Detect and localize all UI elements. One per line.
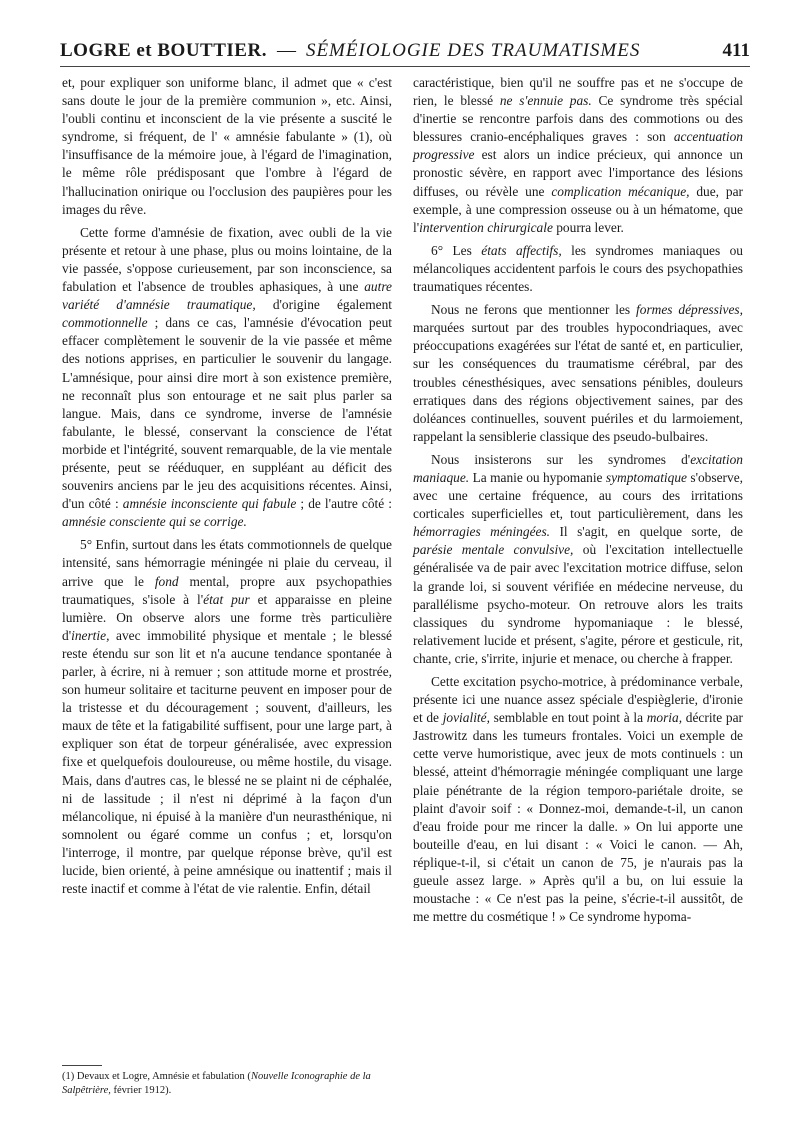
paragraph: Nous insisterons sur les syndromes d'excitation maniaque. La manie ou hypomanie symptomatique s'observe, avec une certaine fréquence, au cours des irritations corticales superficielles et, tout particulièrement, dans les hémorragies méningées. Il s'agit, en quelque sorte, de parésie mentale convulsive, où l'excitation intellectuelle généralisée va de pair avec l'excitation motrice diffuse, selon la grande loi, si souvent vérifiée en médecine nerveuse, du parallélisme psycho-moteur. On retrouve alors les traits classiques du syndrome hypomaniaque : le blessé, relativement lucide et présent, s'agite, pérore et gesticule, rit, chante, crie, s'irrite, injurie et menace, ou cherche à frapper. xyxy=(413,451,744,666)
footnote-rule xyxy=(62,1065,102,1066)
paragraph: Cette forme d'amnésie de fixation, avec oubli de la vie présente et retour à une phase, plus ou moins lointaine, de la vie passée, s'oppose curieusement, par son inconscience, sa fabulation et l'absence de troubles aphasiques, à une autre variété d'amnésie traumatique, d'origine également commotionnelle ; dans ce cas, l'amnésie d'évocation peut effacer complètement le souvenir de la vie passée et même des notions apprises, en particulier le souvenir du langage. L'amnésique, pour ainsi dire mort à son existence première, ne reconnaît plus son entourage et ne sait plus parler sa langue. Mais, dans ce syndrome, inverse de l'amnésie fabulante, le blessé, conservant la conscience de l'état morbide et l'intégrité, souvent remarquable, de la vie mentale présente, peut se rééduquer, en suppléant au déficit des souvenirs anciens par le jeu des acquisitions récentes. Ainsi, d'un côté : amnésie inconsciente qui fabule ; de l'autre côté : amnésie consciente qui se corrige. xyxy=(62,224,392,530)
page-number: 411 xyxy=(722,40,750,61)
header-title: SÉMÉIOLOGIE DES TRAUMATISMES xyxy=(305,40,641,61)
running-header xyxy=(60,36,750,67)
left-column xyxy=(62,74,392,898)
header-left xyxy=(60,40,640,62)
header-authors: LOGRE et BOUTTIER. xyxy=(60,40,267,61)
paragraph: 6° Les états affectifs, les syndromes maniaques ou mélancoliques accidentent parfois le cours des psychopathies traumatiques récentes. xyxy=(413,242,743,295)
right-column xyxy=(413,74,743,926)
footnote: (1) Devaux et Logre, Amnésie et fabulation (Nouvelle Iconographie de la Salpêtrière, février 1912). xyxy=(62,1071,371,1096)
paragraph: Cette excitation psycho-motrice, à prédominance verbale, présente ici une nuance assez spéciale d'espièglerie, d'ironie et de jovialité, semblable en tout point à la moria, décrite par Jastrowitz dans les tumeurs frontales. Voici un exemple de cette verve humoristique, avec jeux de mots continuels : un blessé, atteint d'hémorragie méningée compliquant une large plaie pénétrante de la région temporo-pariétale droite, se plaint d'avoir soif : « Donnez-moi, demande-t-il, un canon d'eau froide pour me rincer la dalle. » On lui apporte une bouteille d'eau, en lui disant : « Voici le canon. — Ah, réplique-t-il, si c'était un canon de 75, je n'aurais pas la gueule assez large. » Après qu'il a bu, on lui essuie la moustache : « Ce n'est pas la peine, s'écrie-t-il aussitôt, de me mettre du cosmétique ! » Ce syndrome hypoma- xyxy=(413,674,744,925)
paragraph: Nous ne ferons que mentionner les formes dépressives, marquées surtout par des troubles hypocondriaques, avec préoccupations exagérées sur l'état de santé et, en particulier, sur les conséquences du traumatisme cérébral, par des troubles cénesthésiques, avec sensations pénibles, douleurs erratiques dans des régions objectivement saines, par des doléances continuelles, souvent puériles et du larmoiement, rappelant la sensiblerie classique des pseudo-bulbaires. xyxy=(413,302,743,444)
header-separator: — xyxy=(276,40,296,61)
paragraph: caractéristique, bien qu'il ne souffre pas et ne s'occupe de rien, le blessé ne s'ennuie pas. Ce syndrome très spécial d'inertie se rencontre parfois dans des commotions ou des blessures cranio-encéphaliques graves : son accentuation progressive est alors un indice précieux, qui annonce un pronostic sévère, en rapport avec l'importance des lésions diffuses, ou révèle une complication mécanique, due, par exemple, à une compression osseuse ou à un hématome, que l'intervention chirurgicale pourra lever. xyxy=(413,75,743,235)
paragraph: 5° Enfin, surtout dans les états commotionnels de quelque intensité, sans hémorragie méningée ni plaie du cerveau, il arrive que le fond mental, propre aux psychopathies traumatiques, s'isole à l'état pur et apparaisse en pleine lumière. On observe alors une forme très particulière d'inertie, avec immobilité physique et mentale ; le blessé reste étendu sur son lit et n'a aucune tendance spontanée à parler, à écrire, ni à remuer ; son attitude morne et prostrée, son humeur solitaire et taciturne peuvent en imposer pour de la tristesse et du découragement ; souvent, d'ailleurs, les maux de tête et la fatigabilité suffisent, pour une large part, à expliquer son état de torpeur généralisée, avec expression fixe et quelquefois douloureuse, ou même hostile, du visage. Mais, dans d'autres cas, le blessé ne se plaint ni de céphalée, ni de lassitude ; il n'est ni déprimé à la façon d'un mélancolique, ni épuisé à la manière d'un neurasthénique, ni somnolent ou égaré comme un confus ; et, lorsqu'on l'interroge, il montre, par quelque réponse brève, qu'il est lucide, bien orienté, à peine amnésique ou inattentif ; mais il reste inactif et comme à l'état de vie ralentie. Enfin, détail xyxy=(62,537,393,897)
paragraph: et, pour expliquer son uniforme blanc, il admet que « c'est sans doute le jour de la première communion », etc. Ainsi, l'oubli continu et inconscient de la vie présente a suscité le syndrome, si fréquent, de l' « amnésie fabulante » (1), où l'insuffisance de la mémoire joue, à l'égard de l'imagination, le même rôle prédisposant que l'ombre à l'égard de l'hallucination onirique ou l'occlusion des paupières pour les images du rêve. xyxy=(62,75,392,217)
